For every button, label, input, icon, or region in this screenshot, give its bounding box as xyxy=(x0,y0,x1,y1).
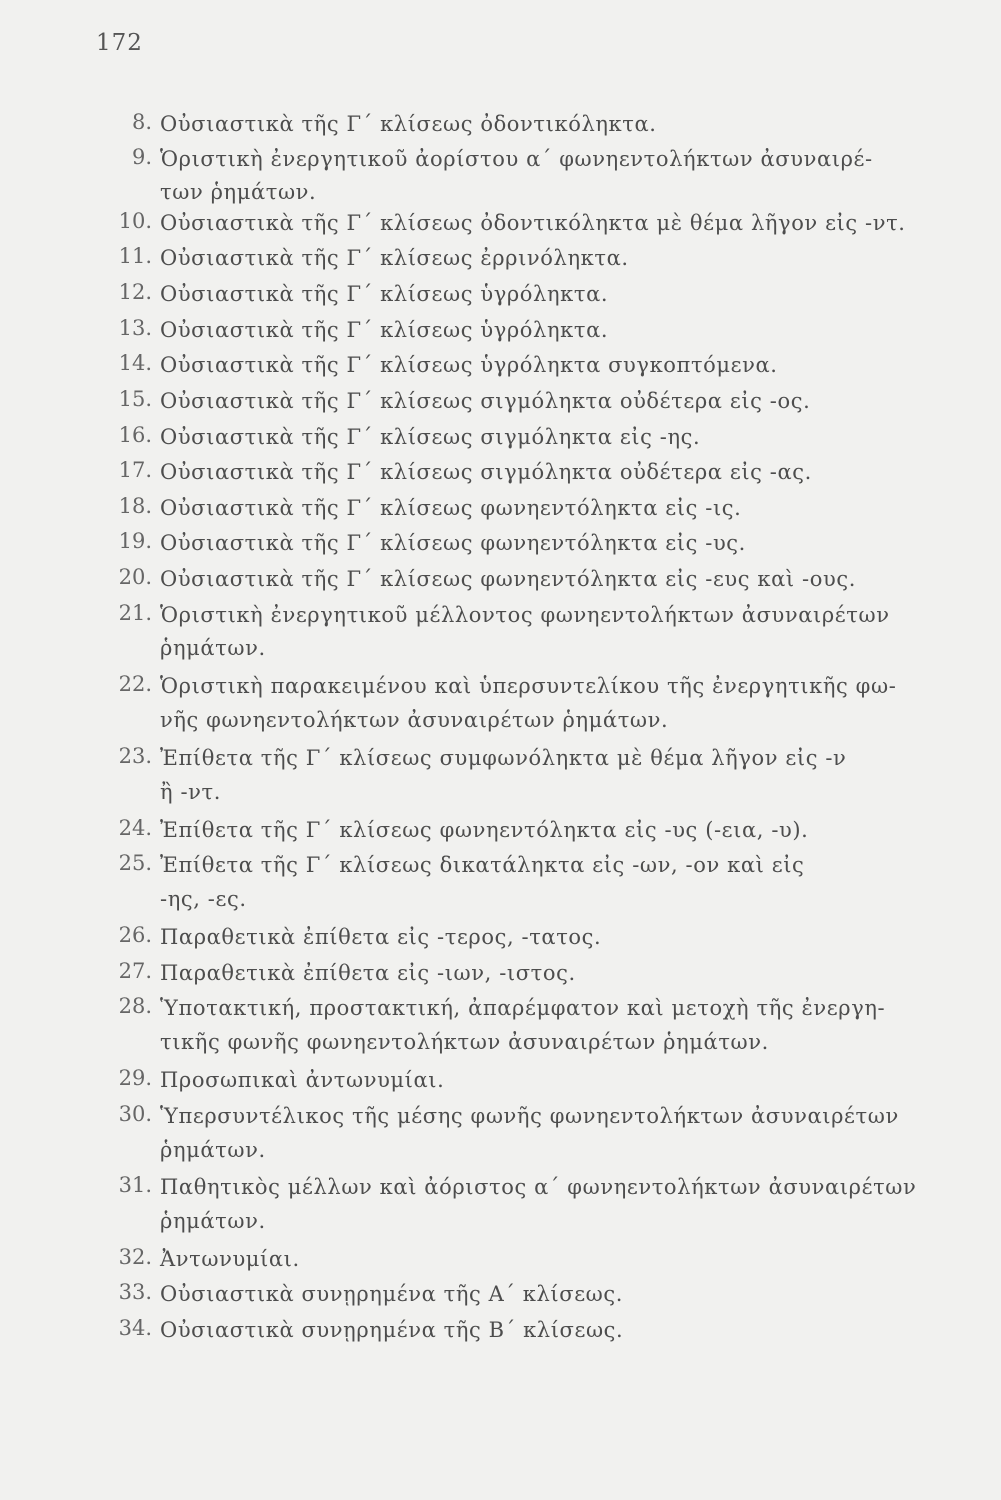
entry-title-continued: ῥημάτων. xyxy=(160,1209,266,1233)
entry-title: Οὐσιαστικὰ τῆς Γ΄ κλίσεως ὀδοντικόληκτα μὲ θέμα λῆγον εἰς -ντ. xyxy=(160,211,906,235)
entry-number: 11. xyxy=(118,244,152,268)
entry-number: 25. xyxy=(118,851,152,875)
entry-title: Ἐπίθετα τῆς Γ΄ κλίσεως συμφωνόληκτα μὲ θέμα λῆγον εἰς -ν xyxy=(160,746,847,770)
entry-title: Οὐσιαστικὰ τῆς Γ΄ κλίσεως σιγμόληκτα οὐδέτερα εἰς -ας. xyxy=(160,460,812,484)
entry-title-continued: -ης, -ες. xyxy=(160,887,247,911)
entry-title: Οὐσιαστικὰ συνῃρημένα τῆς Α΄ κλίσεως. xyxy=(160,1282,624,1306)
entry-title: Ὁριστικὴ ἐνεργητικοῦ μέλλοντος φωνηεντολήκτων ἀσυναιρέτων xyxy=(160,603,890,627)
entry-number: 33. xyxy=(118,1280,152,1304)
entry-title-continued: ῥημάτων. xyxy=(160,1138,266,1162)
entry-title: Οὐσιαστικὰ τῆς Γ΄ κλίσεως σιγμόληκτα οὐδέτερα εἰς -ος. xyxy=(160,389,811,413)
entry-number: 10. xyxy=(118,209,152,233)
entry-number: 21. xyxy=(118,601,152,625)
entry-number: 9. xyxy=(131,145,152,169)
entry-number: 17. xyxy=(118,458,152,482)
entry-number: 32. xyxy=(118,1245,152,1269)
entry-title-continued: τικῆς φωνῆς φωνηεντολήκτων ἀσυναιρέτων ῥημάτων. xyxy=(160,1030,769,1054)
entry-number: 13. xyxy=(118,316,152,340)
entry-title-continued: νῆς φωνηεντολήκτων ἀσυναιρέτων ῥημάτων. xyxy=(160,708,669,732)
entry-title: Ὁριστικὴ παρακειμένου καὶ ὑπερσυντελίκου τῆς ἐνεργητικῆς φω- xyxy=(160,674,897,698)
entry-title: Οὐσιαστικὰ τῆς Γ΄ κλίσεως ὀδοντικόληκτα. xyxy=(160,112,657,136)
entry-number: 28. xyxy=(118,994,152,1018)
entry-title: Οὐσιαστικὰ τῆς Γ΄ κλίσεως ὑγρόληκτα. xyxy=(160,282,609,306)
entry-title: Οὐσιαστικὰ συνῃρημένα τῆς Β΄ κλίσεως. xyxy=(160,1318,624,1342)
entry-number: 8. xyxy=(131,110,152,134)
entry-number: 18. xyxy=(118,494,152,518)
entry-title: Οὐσιαστικὰ τῆς Γ΄ κλίσεως φωνηεντόληκτα εἰς -ευς καὶ -ους. xyxy=(160,567,856,591)
entry-number: 24. xyxy=(118,816,152,840)
page-number: 172 xyxy=(96,30,143,56)
entry-number: 31. xyxy=(118,1173,152,1197)
entry-number: 29. xyxy=(118,1066,152,1090)
entry-number: 22. xyxy=(118,672,152,696)
entry-title: Ὑπερσυντέλικος τῆς μέσης φωνῆς φωνηεντολήκτων ἀσυναιρέτων xyxy=(160,1104,899,1128)
entry-title: Παραθετικὰ ἐπίθετα εἰς -ιων, -ιστος. xyxy=(160,961,576,985)
entry-title: Ἐπίθετα τῆς Γ΄ κλίσεως φωνηεντόληκτα εἰς -υς (-εια, -υ). xyxy=(160,818,809,842)
entry-title: Οὐσιαστικὰ τῆς Γ΄ κλίσεως ἐρρινόληκτα. xyxy=(160,246,629,270)
entry-title: Ὑποτακτική, προστακτική, ἀπαρέμφατον καὶ μετοχὴ τῆς ἐνεργη- xyxy=(160,996,886,1020)
entry-number: 27. xyxy=(118,959,152,983)
entry-title-continued: ῥημάτων. xyxy=(160,636,266,660)
entry-number: 34. xyxy=(118,1316,152,1340)
entry-title: Ὁριστικὴ ἐνεργητικοῦ ἀορίστου α΄ φωνηεντολήκτων ἀσυναιρέ- xyxy=(160,147,873,171)
entry-title: Οὐσιαστικὰ τῆς Γ΄ κλίσεως φωνηεντόληκτα εἰς -ις. xyxy=(160,496,742,520)
entry-number: 15. xyxy=(118,387,152,411)
entry-title: Προσωπικαὶ ἀντωνυμίαι. xyxy=(160,1068,445,1092)
entry-title: Παραθετικὰ ἐπίθετα εἰς -τερος, -τατος. xyxy=(160,925,602,949)
entry-number: 19. xyxy=(118,529,152,553)
entry-title-continued: των ῥημάτων. xyxy=(160,180,317,204)
entry-title: Παθητικὸς μέλλων καὶ ἀόριστος α΄ φωνηεντολήκτων ἀσυναιρέτων xyxy=(160,1175,917,1199)
entry-title: Ἐπίθετα τῆς Γ΄ κλίσεως δικατάληκτα εἰς -ων, -ον καὶ εἰς xyxy=(160,853,805,877)
entry-number: 20. xyxy=(118,565,152,589)
entry-number: 23. xyxy=(118,744,152,768)
entry-title: Οὐσιαστικὰ τῆς Γ΄ κλίσεως σιγμόληκτα εἰς -ης. xyxy=(160,425,701,449)
entry-title-continued: ἢ -ντ. xyxy=(160,780,222,804)
entry-number: 26. xyxy=(118,923,152,947)
entry-title: Οὐσιαστικὰ τῆς Γ΄ κλίσεως ὑγρόληκτα. xyxy=(160,318,609,342)
entry-number: 16. xyxy=(118,423,152,447)
entry-number: 12. xyxy=(118,280,152,304)
entry-number: 14. xyxy=(118,351,152,375)
entry-title: Οὐσιαστικὰ τῆς Γ΄ κλίσεως φωνηεντόληκτα εἰς -υς. xyxy=(160,531,746,555)
entry-title: Οὐσιαστικὰ τῆς Γ΄ κλίσεως ὑγρόληκτα συγκοπτόμενα. xyxy=(160,353,778,377)
entry-number: 30. xyxy=(118,1102,152,1126)
entry-title: Ἀντωνυμίαι. xyxy=(160,1247,300,1271)
